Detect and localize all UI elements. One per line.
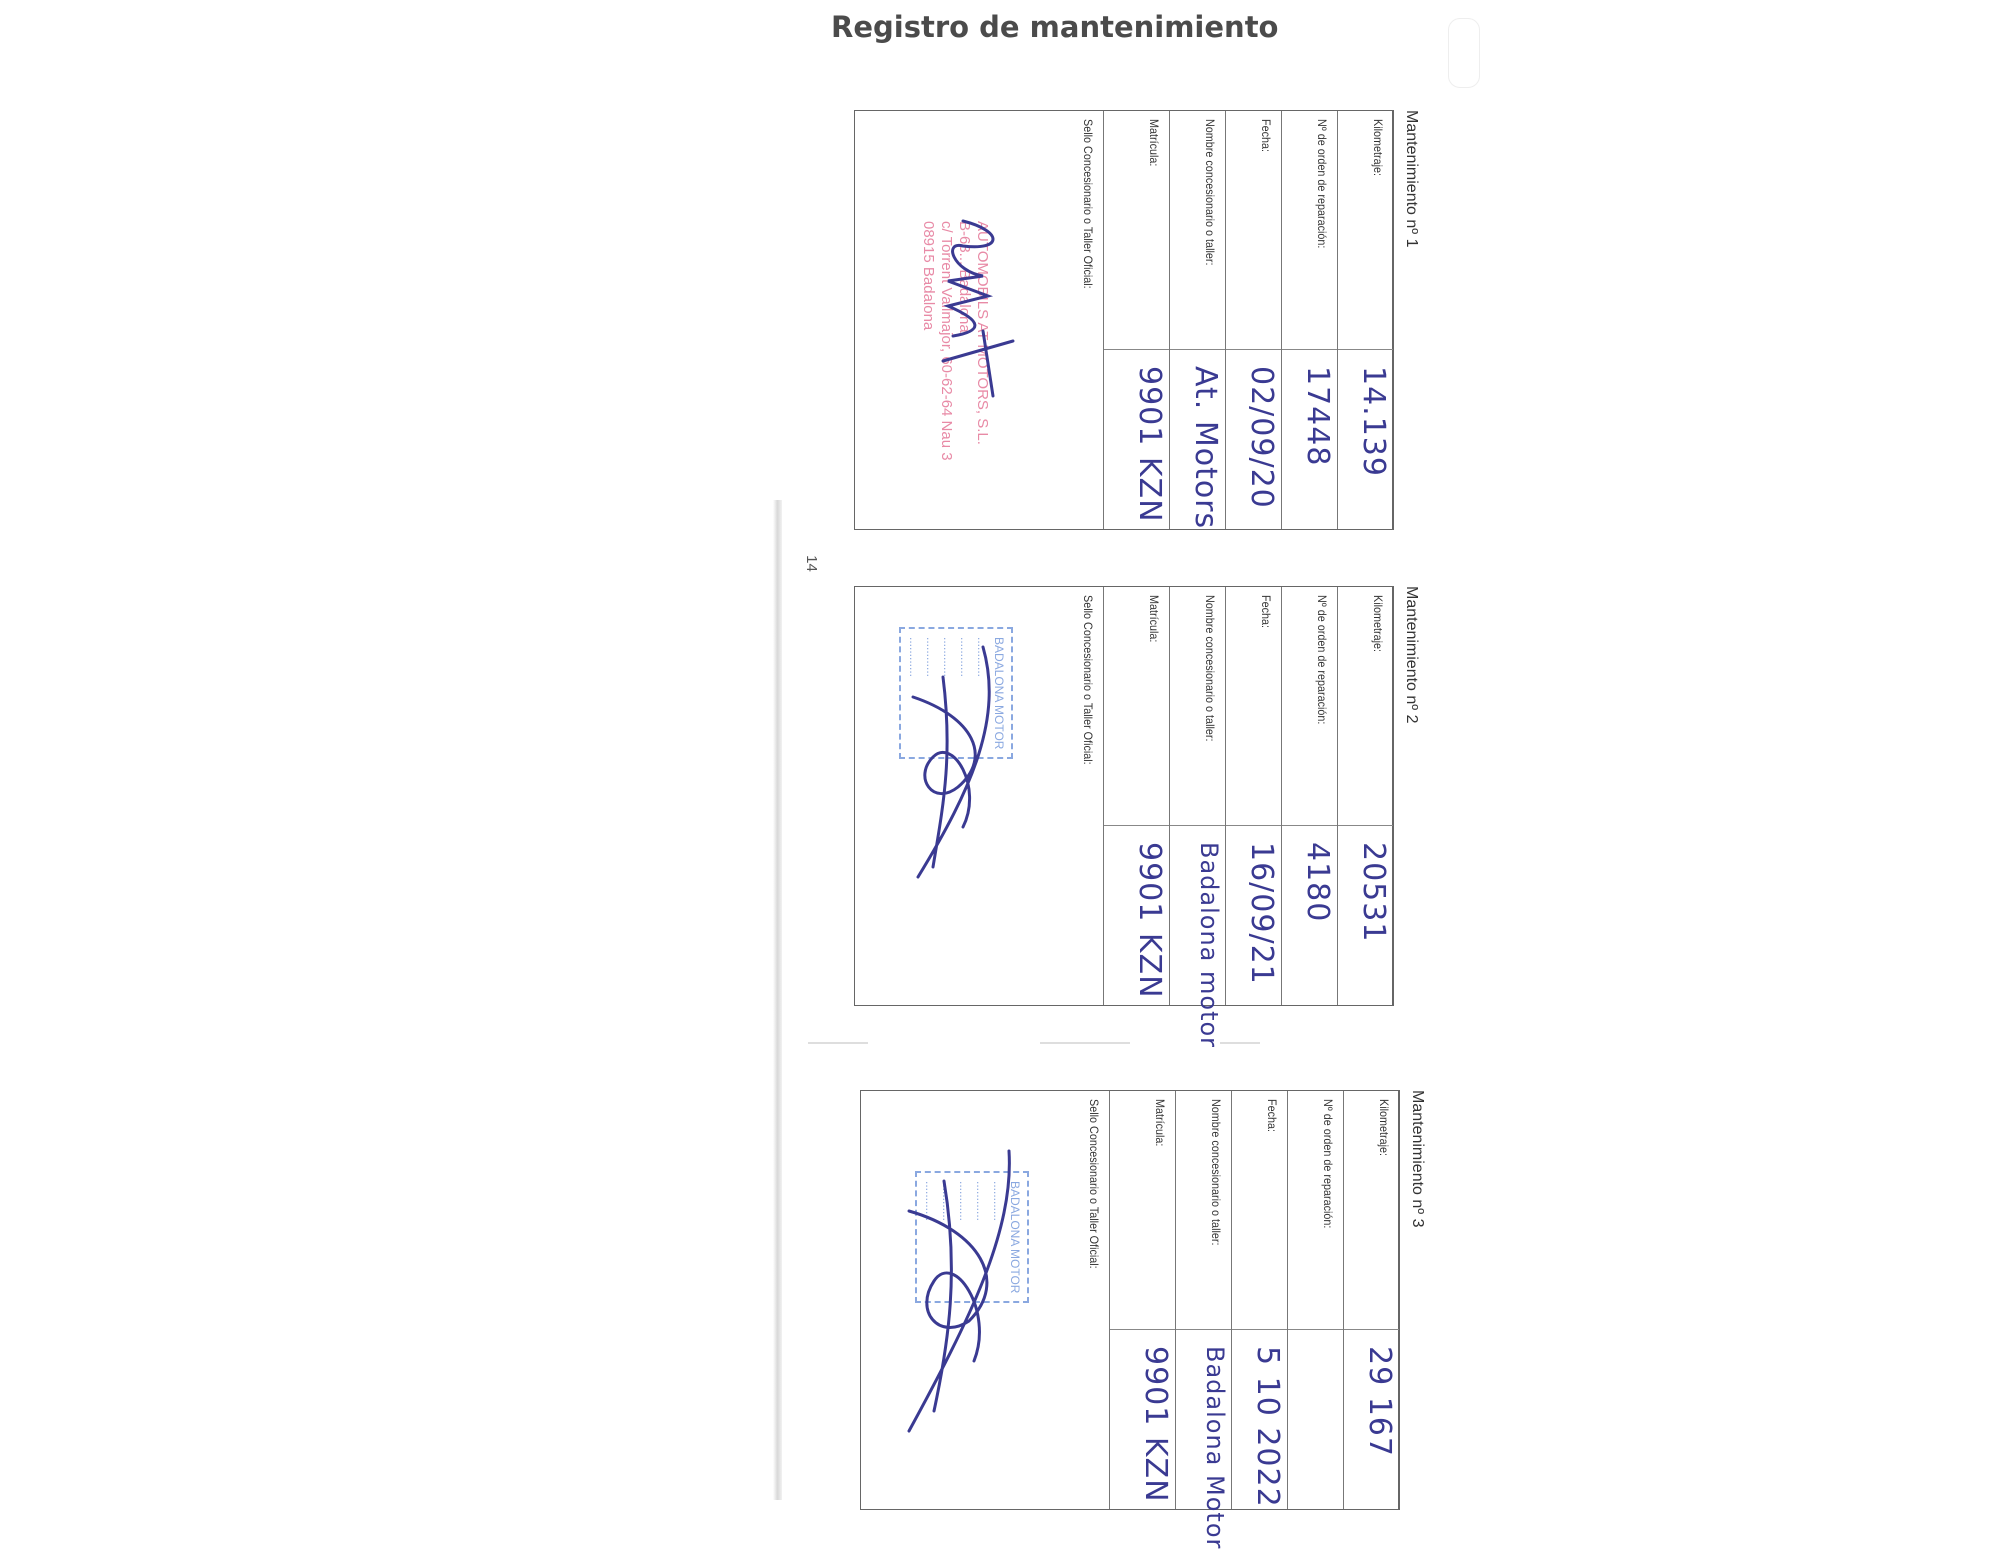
stamp-line: ............ (974, 1181, 988, 1222)
row-sello (1043, 111, 1103, 529)
row-matricula (1109, 1091, 1175, 1509)
stamp-line: ............ (991, 1181, 1005, 1222)
column-divider (1170, 349, 1225, 350)
stamp-line: ............ (958, 637, 972, 678)
stamp-line: ............ (957, 1181, 971, 1222)
column-divider (1282, 349, 1337, 350)
row-value: 16/09/21 (1244, 842, 1279, 985)
scan-line (1220, 1042, 1260, 1044)
card-heading: Mantenimiento nº 2 (1392, 586, 1420, 1006)
row-matricula (1103, 587, 1169, 1005)
row-value: 14.139 (1356, 366, 1391, 477)
maintenance-card-1 (854, 110, 1426, 530)
stamp-line: ............ (923, 1181, 937, 1222)
row-label: Nombre concesionario o taller: (1209, 1099, 1223, 1246)
column-divider (1344, 1329, 1399, 1330)
row-taller (1169, 587, 1225, 1049)
column-divider (1338, 825, 1393, 826)
stamp-area (859, 1091, 1049, 1509)
row-taller (1169, 111, 1225, 529)
row-label: Matrícula: (1153, 1099, 1167, 1147)
column-divider (1232, 1329, 1287, 1330)
row-value: At. Motors (1188, 366, 1223, 530)
row-label: Nombre concesionario o taller: (1203, 595, 1217, 742)
row-orden (1281, 587, 1337, 1005)
row-matricula (1103, 111, 1169, 529)
column-divider (1110, 1329, 1175, 1330)
row-fecha (1231, 1091, 1287, 1509)
faint-mark (1448, 18, 1480, 88)
stamp-line: ............ (940, 1181, 954, 1222)
signature (903, 637, 1013, 897)
row-fecha (1225, 111, 1281, 529)
stamp-line: B-63... Badalona (956, 221, 973, 333)
stamp-area (853, 111, 1043, 529)
row-value: Badalona Motor (1201, 1346, 1229, 1549)
column-divider (1282, 825, 1337, 826)
row-label: Nº de orden de reparación: (1315, 595, 1329, 725)
row-label: Fecha: (1259, 595, 1273, 629)
stamp-line: 08915 Badalona (920, 221, 937, 331)
stamp-area (853, 587, 1043, 1005)
maintenance-card-3 (860, 1090, 1432, 1549)
row-label: Sello Concesionario o Taller Oficial: (1087, 1099, 1101, 1269)
row-value: 9901 KZN (1132, 842, 1167, 999)
row-kilometraje (1337, 111, 1393, 529)
card-heading: Mantenimiento nº 1 (1392, 110, 1420, 530)
row-value: 5 10 2022 (1250, 1346, 1285, 1508)
row-sello (1049, 1091, 1109, 1509)
column-divider (1104, 349, 1169, 350)
row-label: Nº de orden de reparación: (1315, 119, 1329, 249)
row-value: 9901 KZN (1132, 366, 1167, 523)
row-label: Fecha: (1259, 119, 1273, 153)
card-table (854, 586, 1394, 1049)
stamp-line: BADALONA MOTOR (1008, 1181, 1022, 1294)
row-label: Matrícula: (1147, 119, 1161, 167)
row-value: 20531 (1356, 842, 1391, 943)
row-value: 02/09/20 (1244, 366, 1279, 509)
binding-shadow (773, 500, 782, 1500)
row-taller (1175, 1091, 1231, 1549)
page-title: Registro de mantenimiento (831, 10, 1279, 44)
row-sello (1043, 587, 1103, 1005)
row-label: Nombre concesionario o taller: (1203, 119, 1217, 266)
stamp-line: ............ (975, 637, 989, 678)
row-orden (1281, 111, 1337, 529)
row-label: Sello Concesionario o Taller Oficial: (1081, 595, 1095, 765)
row-kilometraje (1343, 1091, 1399, 1509)
stamp-line: c/ Torrent Vallmajor, 60-62-64 Nau 3 (938, 221, 955, 461)
row-label: Sello Concesionario o Taller Oficial: (1081, 119, 1095, 289)
row-label: Kilometraje: (1371, 595, 1385, 653)
stamp-line: BADALONA MOTOR (992, 637, 1006, 750)
row-value: 9901 KZN (1138, 1346, 1173, 1503)
row-value: Badalona motor (1195, 842, 1223, 1049)
maintenance-card-2 (854, 586, 1426, 1049)
row-kilometraje (1337, 587, 1393, 1005)
card-table (854, 110, 1394, 530)
stamp-line: ............ (907, 637, 921, 678)
column-divider (1176, 1329, 1231, 1330)
row-value: 29 167 (1362, 1346, 1397, 1457)
row-value: 17448 (1300, 366, 1335, 467)
row-label: Fecha: (1265, 1099, 1279, 1133)
card-heading: Mantenimiento nº 3 (1398, 1090, 1426, 1510)
row-label: Matrícula: (1147, 595, 1161, 643)
column-divider (1226, 349, 1281, 350)
stamp-line: ............ (941, 637, 955, 678)
row-label: Kilometraje: (1377, 1099, 1391, 1157)
stamp-line: ............ (924, 637, 938, 678)
scan-line (1040, 1042, 1130, 1044)
row-label: Nº de orden de reparación: (1321, 1099, 1335, 1229)
page-number: 14 (802, 555, 820, 572)
stamp-line: AUTOMOBILS AT MOTORS, S.L. (974, 221, 991, 445)
column-divider (1170, 825, 1225, 826)
column-divider (1338, 349, 1393, 350)
card-table (860, 1090, 1400, 1549)
signature (899, 1141, 1029, 1441)
signature (933, 211, 1023, 411)
row-orden (1287, 1091, 1343, 1509)
column-divider (1288, 1329, 1343, 1330)
row-fecha (1225, 587, 1281, 1005)
scan-line (808, 1042, 868, 1044)
row-value: 4180 (1300, 842, 1335, 923)
column-divider (1226, 825, 1281, 826)
column-divider (1104, 825, 1169, 826)
row-label: Kilometraje: (1371, 119, 1385, 177)
